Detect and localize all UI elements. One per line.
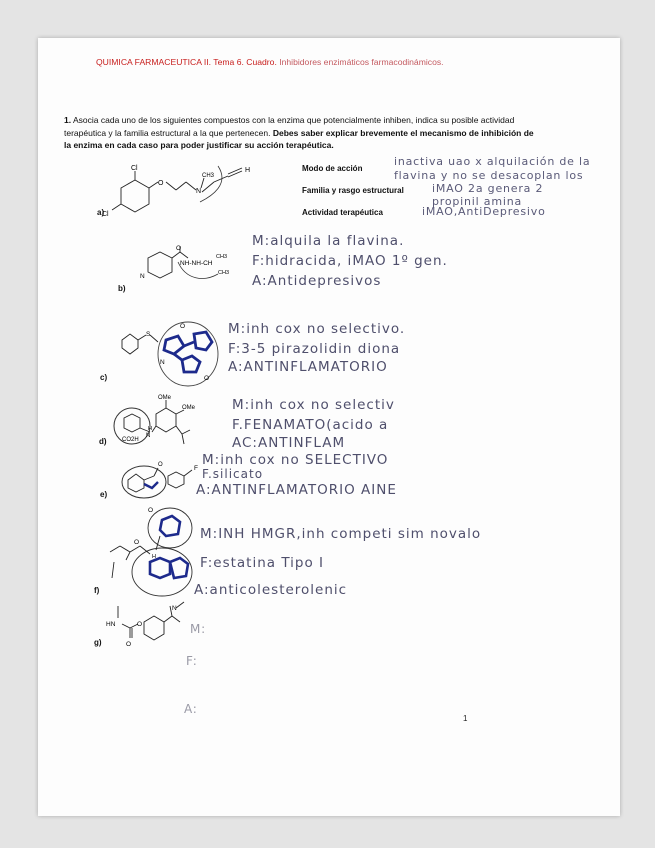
atom-methyl: CH3 <box>218 270 230 276</box>
answer-e-activity: A:ANTINFLAMATORIO AINE <box>196 482 397 498</box>
item-letter-b: b) <box>118 284 126 293</box>
page-title <box>96 57 444 67</box>
answer-a-family: iMAO 2a genera 2 propinil amina <box>432 182 544 208</box>
answer-b-activity: A:Antidepresivos <box>252 273 382 289</box>
atom-methoxy: OMe <box>158 395 172 401</box>
item-letter-c: c) <box>100 373 108 382</box>
atom-o: O <box>176 245 182 252</box>
atom-o: O <box>137 621 143 628</box>
answer-e-family: F.silicato <box>202 467 264 481</box>
answer-g-mode: M: <box>190 622 206 636</box>
atom-hn: HN <box>106 621 116 628</box>
atom-methyl: CH3 <box>202 173 215 179</box>
molecule-a <box>100 160 290 230</box>
molecule-g <box>104 600 194 652</box>
atom-s: S <box>146 331 151 338</box>
atom-o: O <box>204 375 210 382</box>
answer-d-activity: AC:ANTINFLAM <box>232 435 346 451</box>
atom-o: O <box>126 641 132 648</box>
atom-n: N <box>172 605 177 612</box>
molecule-b <box>136 244 246 292</box>
question-number: 1. <box>64 115 72 125</box>
atom-f: F <box>194 465 198 472</box>
atom-h: H <box>148 426 152 432</box>
answer-e-mode: M:inh cox no SELECTIVO <box>202 452 389 468</box>
atom-cl: Cl <box>131 165 138 172</box>
answer-c-family: F:3-5 pirazolidin diona <box>228 341 401 357</box>
page-number: 1 <box>463 714 468 723</box>
answer-c-activity: A:ANTINFLAMATORIO <box>228 359 388 375</box>
atom-n: N <box>160 359 165 366</box>
atom-n: N <box>196 188 202 195</box>
answer-c-mode: M:inh cox no selectivo. <box>228 321 406 337</box>
atom-h: H <box>152 554 156 560</box>
molecule-c <box>116 318 226 388</box>
item-letter-d: d) <box>99 437 107 446</box>
atom-n: N <box>140 273 145 280</box>
atom-methoxy: OMe <box>182 405 196 411</box>
label-mode: Modo de acción <box>302 164 363 173</box>
answer-d-mode: M:inh cox no selectiv <box>232 397 395 413</box>
atom-o: O <box>180 323 186 330</box>
atom-o: O <box>158 180 164 187</box>
atom-hydrazide: NH-NH-CH <box>180 260 213 267</box>
answer-b-mode: M:alquila la flavina. <box>252 233 405 249</box>
answer-b-family: F:hidracida, iMAO 1º gen. <box>252 253 448 269</box>
atom-o: O <box>158 462 163 468</box>
atom-carboxyl: CO2H <box>122 437 139 443</box>
answer-f-family: F:estatina Tipo I <box>200 555 325 571</box>
answer-a-activity: iMAO,AntiDepresivo <box>422 205 546 218</box>
answer-d-family: F.FENAMATO(acido a <box>232 417 389 433</box>
question-text <box>64 114 534 152</box>
answer-f-mode: M:INH HMGR,inh competi sim novalo <box>200 526 482 542</box>
atom-o: O <box>134 539 140 546</box>
question-body: Asocia cada uno de los siguientes compuestos con la enzima que potencialmente inhiben, indica su posible actividad terapéutica y la familia estructural a la que pertenecen. <box>64 115 515 138</box>
molecule-d <box>110 392 220 454</box>
item-letter-a: a) <box>97 208 105 217</box>
answer-g-activity: A: <box>184 702 198 716</box>
label-family: Familia y rasgo estructural <box>302 186 404 195</box>
atom-methyl: CH3 <box>216 254 228 260</box>
atom-cl: Cl <box>102 211 109 218</box>
answer-f-activity: A:anticolesterolenic <box>194 582 348 598</box>
item-letter-f: f) <box>94 586 100 595</box>
title-sub: Inhibidores enzimáticos farmacodinámicos. <box>279 57 444 67</box>
answer-a-mode: inactiva uao x alquilación de la flavina y no se desacoplan los <box>394 155 591 182</box>
atom-n: N <box>146 433 151 439</box>
atom-h: H <box>245 167 251 174</box>
molecule-f <box>104 502 208 604</box>
title-main: QUIMICA FARMACEUTICA II. Tema 6. Cuadro. <box>96 57 277 67</box>
answer-g-family: F: <box>186 654 198 668</box>
item-letter-g: g) <box>94 638 102 647</box>
question-bold: Debes saber explicar brevemente el mecanismo de inhibición de la enzima en cada caso para poder justificar su acción terapéutica. <box>64 127 534 150</box>
item-letter-e: e) <box>100 490 108 499</box>
label-activity: Actividad terapéutica <box>302 208 383 217</box>
atom-o: O <box>148 507 154 514</box>
